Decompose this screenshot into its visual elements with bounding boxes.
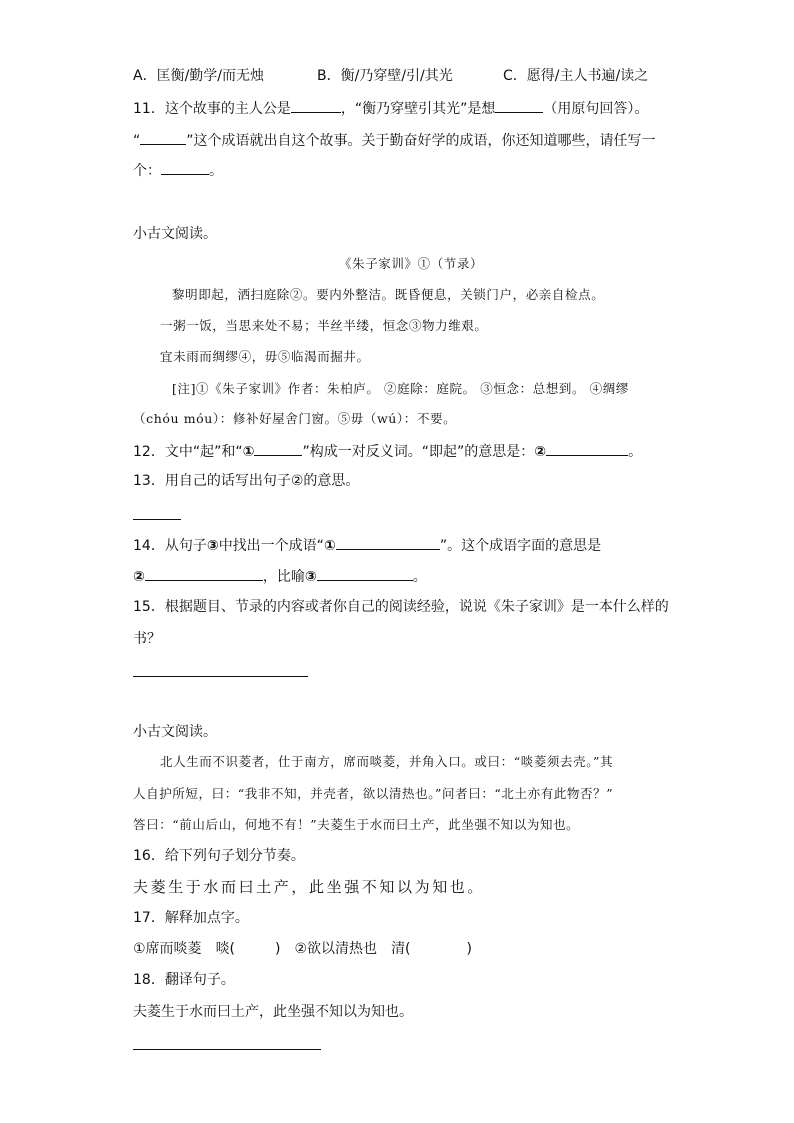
- passage-2-title: 《朱子家训》①（节录）: [339, 256, 484, 271]
- q12-end: 。: [628, 444, 643, 460]
- question-15-line-2: 书？: [133, 631, 161, 647]
- q17-close-1: ): [275, 941, 281, 957]
- passage-2-sentence-2: 一粥一饭，当思来处不易；半丝半缕，恒念③物力维艰。: [160, 318, 488, 333]
- q11-text-4: ”这个成语就出自这个故事。关于勤奋好学的成语，你还知道哪些，请任写一: [186, 133, 656, 149]
- q17-close-2: ): [466, 941, 472, 957]
- q17-word-2: 清(: [391, 941, 411, 957]
- q11-text-1: 11．这个故事的主人公是: [133, 101, 291, 117]
- q11-blank-protagonist[interactable]: [291, 98, 341, 113]
- q14-text-4: ，比喻: [262, 569, 305, 585]
- q17-item-2: ②欲以清热也: [294, 941, 378, 957]
- q11-text-6: 。: [209, 163, 223, 179]
- q17-item-1: ①席而啖菱: [133, 941, 202, 957]
- q11-blank-purpose[interactable]: [495, 98, 543, 113]
- option-a: A．匡衡/勤学/而无烛: [133, 68, 265, 84]
- passage-3-line-2: 人自护所短，曰：“我非不知，并壳者，欲以清热也。”问者曰：“北土亦有此物否？”: [133, 786, 614, 801]
- q14-text-3: ”。这个成语字面的意思是: [439, 538, 602, 554]
- question-12: [133, 441, 642, 462]
- q15-answer-line[interactable]: [133, 676, 308, 677]
- question-11-line-3: [133, 160, 223, 181]
- question-17-items: [133, 939, 472, 959]
- q14-marker-2: ②: [133, 569, 145, 585]
- q14-marker-3b: ③: [304, 569, 317, 585]
- q12-blank-antonym[interactable]: [254, 441, 302, 456]
- question-14: [133, 535, 601, 556]
- q18-answer-line[interactable]: [133, 1049, 321, 1050]
- passage-2-note-line-1: [注]①《朱子家训》作者：朱柏庐。 ②庭除：庭院。 ③恒念：总想到。 ④绸缪: [172, 381, 629, 396]
- q11-open-quote: “: [133, 133, 141, 149]
- question-18: 18．翻译句子。: [133, 972, 235, 988]
- q11-blank-idiom[interactable]: [140, 130, 186, 145]
- passage-3-line-3: 答曰：“前山后山，何地不有！”夫菱生于水而曰土产，此坐强不知以为知也。: [133, 817, 580, 832]
- question-11-line-2: [133, 130, 656, 151]
- q18-sentence: 夫菱生于水而曰土产，此坐强不知以为知也。: [133, 1004, 413, 1020]
- q12-blank-meaning[interactable]: [546, 441, 628, 456]
- q11-text-3: （用原句回答）。: [543, 101, 649, 117]
- question-16: 16．给下列句子划分节奏。: [133, 848, 305, 864]
- q16-sentence[interactable]: 夫菱生于水而曰土产，此坐强不知以为知也。: [133, 878, 486, 896]
- passage-2-sentence-3: 宜未雨而绸缪④，毋⑤临渴而掘井。: [160, 349, 370, 364]
- q14-end: 。: [412, 569, 427, 585]
- q11-text-5: 个：: [133, 163, 161, 179]
- q11-text-2: ，“衡乃穿壁引其光”是想: [340, 101, 496, 117]
- question-11: [133, 98, 648, 119]
- question-15: 15．根据题目、节录的内容或者你自己的阅读经验，说说《朱子家训》是一本什么样的: [133, 599, 669, 615]
- passage-2-sentence-1: 黎明即起，洒扫庭除②。要内外整洁。既昏便息，关锁门户，必亲自检点。: [172, 287, 605, 302]
- question-13: 13．用自己的话写出句子②的意思。: [133, 473, 360, 489]
- q14-marker-1: ①: [323, 538, 336, 554]
- q14-text-2: 中找出一个成语“: [218, 538, 324, 554]
- passage-3-line-1: 北人生而不识菱者，仕于南方，席而啖菱，并角入口。或曰：“啖菱须去壳。”其: [160, 754, 614, 769]
- q14-text-1: 14．从句子: [133, 538, 207, 554]
- q14-blank-metaphor[interactable]: [317, 566, 413, 581]
- q12-text-2: ”构成一对反义词。“即起”的意思是：: [302, 444, 535, 460]
- q14-blank-idiom[interactable]: [336, 535, 440, 550]
- option-b: B．衡/乃穿壁/引/其光: [317, 68, 453, 84]
- passage-3-heading: 小古文阅读。: [133, 724, 217, 740]
- passage-2-heading: 小古文阅读。: [133, 226, 217, 242]
- q17-word-1: 啖(: [215, 941, 236, 957]
- question-17: 17．解释加点字。: [133, 910, 249, 926]
- passage-2-note-line-2: （chóu móu）：修补好屋舍门窗。⑤毋（wú）：不要。: [133, 411, 457, 426]
- q11-blank-more-idioms[interactable]: [161, 160, 209, 175]
- q12-text-1: 12．文中“起”和“: [133, 444, 243, 460]
- q12-marker-2: ②: [534, 444, 547, 460]
- q10-options-row: [133, 66, 648, 86]
- q14-blank-literal[interactable]: [145, 566, 263, 581]
- q12-marker-1: ①: [242, 444, 255, 460]
- question-14-line-2: [133, 566, 427, 587]
- option-c: C．愿得/主人书遍/读之: [503, 68, 649, 84]
- q13-answer-line[interactable]: [133, 519, 181, 520]
- q14-marker-3: ③: [206, 538, 219, 554]
